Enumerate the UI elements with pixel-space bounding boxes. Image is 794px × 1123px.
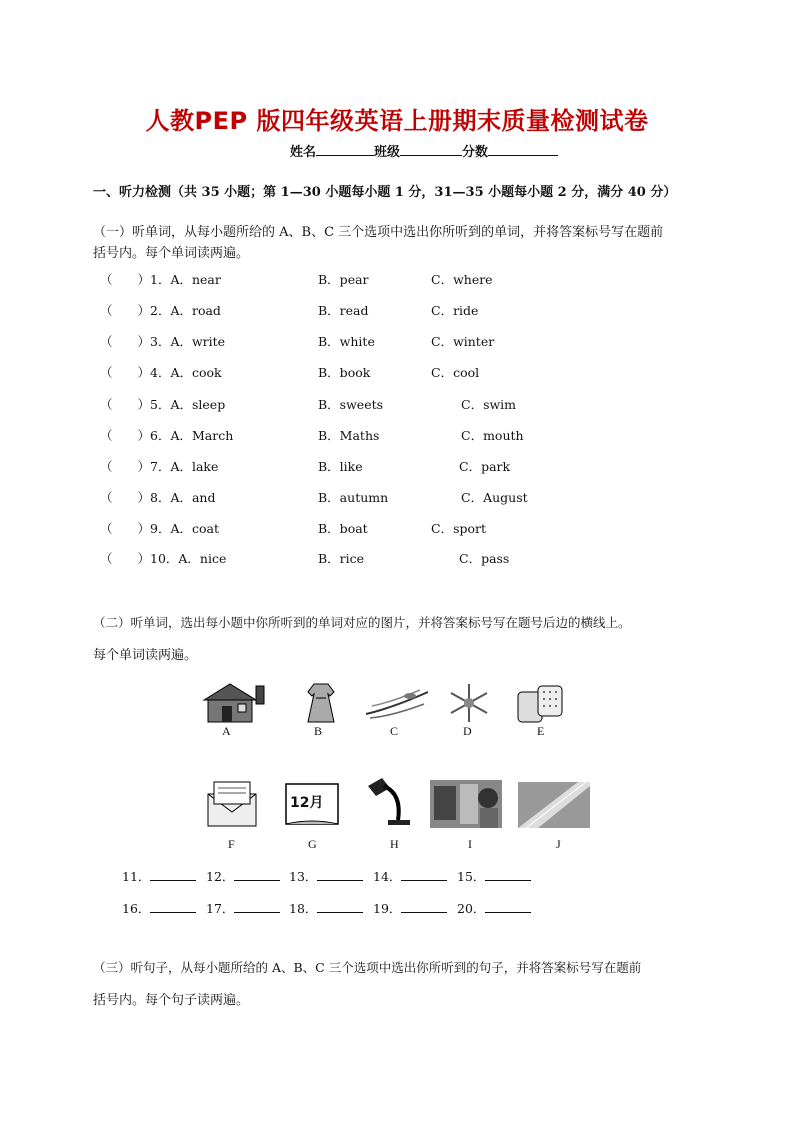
question-row bbox=[0, 519, 794, 539]
option-b: B．like bbox=[318, 459, 363, 474]
answer-item bbox=[122, 866, 196, 885]
part3-instruction-2: 括号内。每个句子读两遍。 bbox=[93, 993, 250, 1008]
answer-bracket[interactable]: （ ） bbox=[100, 334, 151, 349]
option-a: 9．A．coat bbox=[150, 521, 219, 536]
answer-line[interactable] bbox=[317, 902, 363, 913]
option-a: 8．A．and bbox=[150, 490, 216, 505]
road-icon bbox=[518, 782, 590, 828]
answer-line[interactable] bbox=[401, 902, 447, 913]
option-b: B．read bbox=[318, 303, 369, 318]
answer-item bbox=[457, 866, 531, 885]
class-label: 班级 bbox=[374, 145, 401, 160]
answer-line[interactable] bbox=[150, 902, 196, 913]
question-row bbox=[0, 301, 794, 321]
answer-bracket[interactable]: （ ） bbox=[100, 303, 151, 318]
student-info-line bbox=[290, 141, 558, 160]
class-blank[interactable] bbox=[400, 143, 462, 156]
answer-line[interactable] bbox=[485, 870, 531, 881]
answer-line[interactable] bbox=[234, 870, 280, 881]
answer-item bbox=[206, 866, 280, 885]
option-a: 5．A．sleep bbox=[150, 397, 226, 412]
photo-icon bbox=[430, 780, 502, 828]
option-c: C．swim bbox=[461, 397, 517, 412]
question-row bbox=[0, 363, 794, 383]
answer-line[interactable] bbox=[485, 902, 531, 913]
option-c: C．where bbox=[431, 272, 493, 287]
lamp-icon bbox=[362, 776, 418, 828]
answer-line[interactable] bbox=[401, 870, 447, 881]
answer-number: 19． bbox=[373, 901, 402, 916]
answer-number: 16． bbox=[122, 901, 151, 916]
answer-bracket[interactable]: （ ） bbox=[100, 459, 151, 474]
picture-label: H bbox=[390, 837, 399, 851]
option-b: B．book bbox=[318, 365, 371, 380]
question-row bbox=[0, 549, 794, 569]
answer-item bbox=[122, 898, 196, 917]
question-row bbox=[0, 270, 794, 290]
page-title: 人教PEP 版四年级英语上册期末质量检测试卷 bbox=[145, 107, 649, 135]
name-blank[interactable] bbox=[316, 143, 374, 156]
question-row bbox=[0, 332, 794, 352]
picture-label: J bbox=[556, 837, 561, 851]
answer-item bbox=[206, 898, 280, 917]
score-blank[interactable] bbox=[488, 143, 558, 156]
picture-label: F bbox=[228, 837, 235, 851]
option-a: 2．A．road bbox=[150, 303, 221, 318]
answer-bracket[interactable]: （ ） bbox=[100, 272, 151, 287]
part2-instruction-1: （二）听单词，选出每小题中你所听到的单词对应的图片，并将答案标号写在题号后边的横线上。 bbox=[93, 615, 631, 630]
crackers-icon bbox=[516, 684, 566, 724]
part1-instruction-1: （一）听单词，从每小题所给的 A、B、C 三个选项中选出你所听到的单词，并将答案标号写在题前 bbox=[93, 225, 664, 240]
score-label: 分数 bbox=[462, 145, 489, 160]
answer-number: 20． bbox=[457, 901, 486, 916]
option-b: B．autumn bbox=[318, 490, 389, 505]
part1-instruction-2: 括号内。每个单词读两遍。 bbox=[93, 246, 250, 261]
question-row bbox=[0, 457, 794, 477]
option-a: 10．A．nice bbox=[150, 551, 227, 566]
answer-item bbox=[289, 898, 363, 917]
answer-item bbox=[373, 866, 447, 885]
answer-item bbox=[457, 898, 531, 917]
option-c: C．August bbox=[461, 490, 528, 505]
picture-label: D bbox=[463, 724, 472, 738]
option-a: 3．A．write bbox=[150, 334, 226, 349]
question-row bbox=[0, 488, 794, 508]
answer-line[interactable] bbox=[317, 870, 363, 881]
option-c: C．mouth bbox=[461, 428, 524, 443]
answer-item bbox=[373, 898, 447, 917]
picture-label: C bbox=[390, 724, 399, 738]
option-c: C．winter bbox=[431, 334, 495, 349]
option-b: B．rice bbox=[318, 551, 365, 566]
answer-bracket[interactable]: （ ） bbox=[100, 521, 151, 536]
answer-line[interactable] bbox=[150, 870, 196, 881]
answer-bracket[interactable]: （ ） bbox=[100, 490, 151, 505]
option-a: 4．A．cook bbox=[150, 365, 222, 380]
picture-label: A bbox=[222, 724, 231, 738]
letter-icon bbox=[204, 780, 260, 828]
part2-instruction-2: 每个单词读两遍。 bbox=[93, 648, 198, 663]
picture-label: B bbox=[314, 724, 323, 738]
option-b: B．sweets bbox=[318, 397, 384, 412]
option-b: B．boat bbox=[318, 521, 368, 536]
option-a: 1．A．near bbox=[150, 272, 221, 287]
option-c: C．park bbox=[459, 459, 511, 474]
picture-label: G bbox=[308, 837, 317, 851]
answer-bracket[interactable]: （ ） bbox=[100, 365, 151, 380]
option-c: C．pass bbox=[459, 551, 510, 566]
option-c: C．cool bbox=[431, 365, 480, 380]
answer-bracket[interactable]: （ ） bbox=[100, 551, 151, 566]
calendar-icon bbox=[282, 780, 344, 828]
part3-instruction-1: （三）听句子，从每小题所给的 A、B、C 三个选项中选出你所听到的句子，并将答案标号写在题前 bbox=[93, 960, 642, 975]
snowflake-icon bbox=[446, 682, 492, 724]
answer-number: 17． bbox=[206, 901, 235, 916]
answer-number: 11． bbox=[122, 869, 151, 884]
question-row bbox=[0, 426, 794, 446]
option-a: 7．A．lake bbox=[150, 459, 219, 474]
picture-label: I bbox=[468, 837, 472, 851]
option-b: B．white bbox=[318, 334, 375, 349]
answer-item bbox=[289, 866, 363, 885]
calendar-text: 12月 bbox=[290, 795, 324, 811]
option-c: C．ride bbox=[431, 303, 479, 318]
picture-label: E bbox=[537, 724, 545, 738]
wind-icon bbox=[362, 684, 432, 722]
section-heading: 一、听力检测（共 35 小题；第 1—30 小题每小题 1 分，31—35 小题每小题 2 分，满分 40 分） bbox=[93, 185, 677, 200]
question-row bbox=[0, 395, 794, 415]
answer-number: 18． bbox=[289, 901, 318, 916]
answer-bracket[interactable]: （ ） bbox=[100, 397, 151, 412]
answer-line[interactable] bbox=[234, 902, 280, 913]
answer-bracket[interactable]: （ ） bbox=[100, 428, 151, 443]
dress-icon bbox=[296, 682, 346, 724]
house-icon bbox=[200, 680, 272, 724]
answer-number: 15． bbox=[457, 869, 486, 884]
option-b: B．pear bbox=[318, 272, 369, 287]
option-c: C．sport bbox=[431, 521, 487, 536]
option-b: B．Maths bbox=[318, 428, 380, 443]
answer-number: 14． bbox=[373, 869, 402, 884]
name-label: 姓名 bbox=[290, 145, 317, 160]
answer-number: 13． bbox=[289, 869, 318, 884]
option-a: 6．A．March bbox=[150, 428, 234, 443]
answer-number: 12． bbox=[206, 869, 235, 884]
